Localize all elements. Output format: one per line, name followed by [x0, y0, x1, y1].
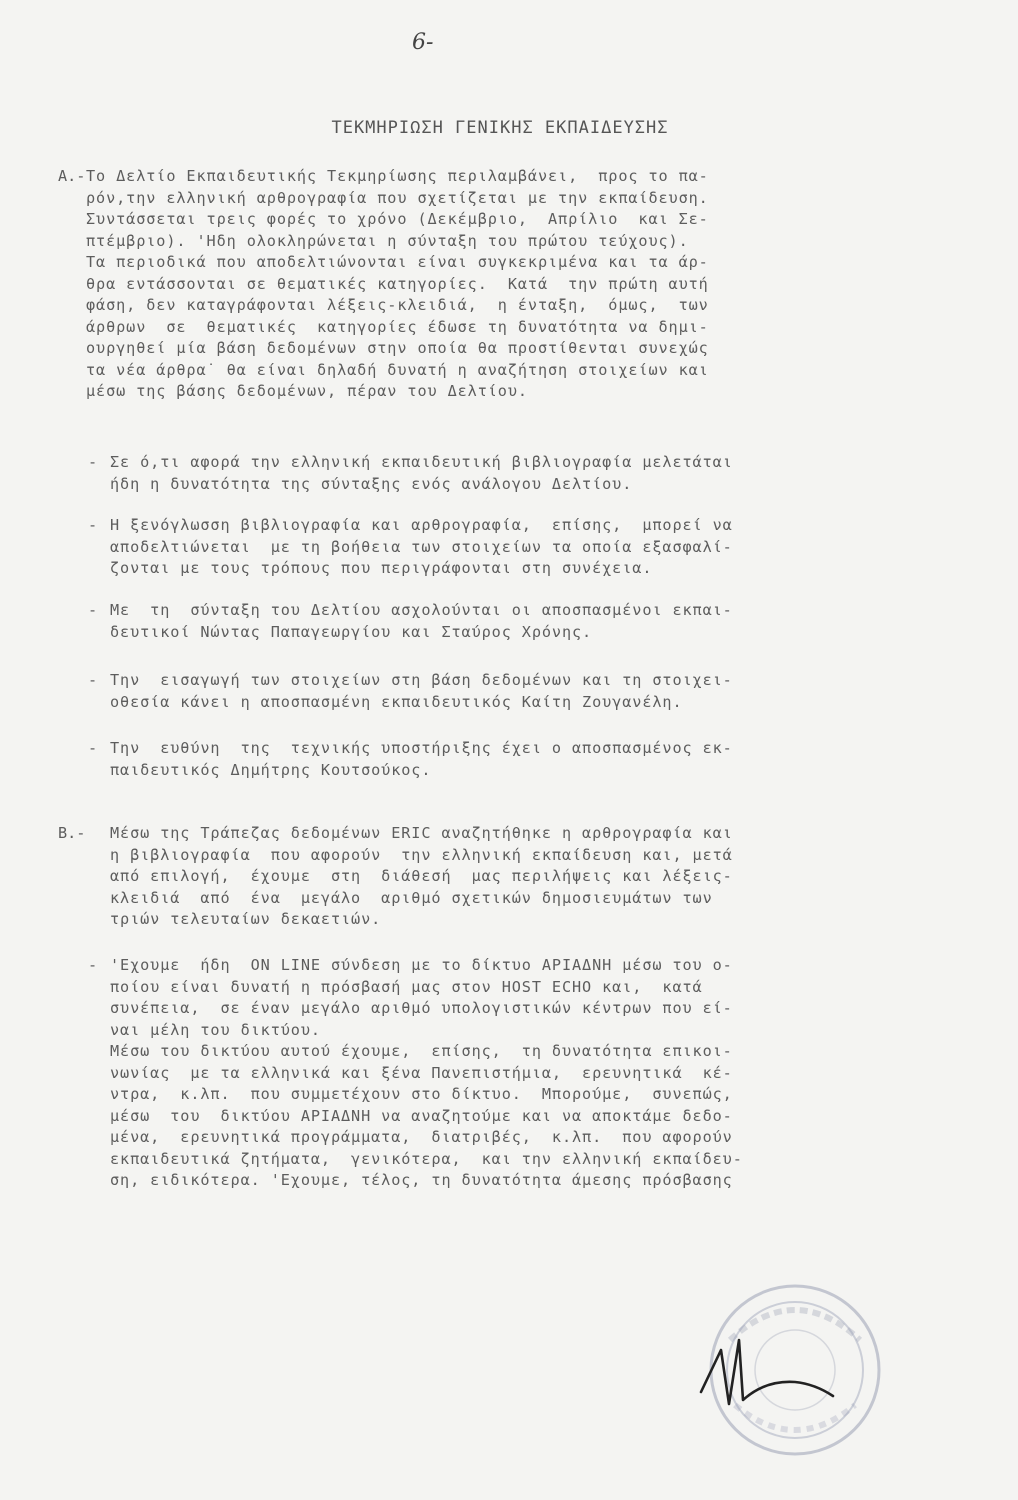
text-line: φάση, δεν καταγράφονται λέξεις-κλειδιά, η ένταξη, όμως, των	[86, 296, 709, 314]
text-line: Η ξενόγλωσση βιβλιογραφία και αρθρογραφία, επίσης, μπορεί να	[110, 516, 733, 534]
text-line: Μέσω της Τράπεζας δεδομένων ERIC αναζητήθηκε η αρθρογραφία και	[110, 824, 733, 842]
text-line: ντρα, κ.λπ. που συμμετέχουν στο δίκτυο. Μπορούμε, συνεπώς,	[110, 1085, 733, 1103]
text-line: ρόν,την ελληνική αρθρογραφία που σχετίζεται με την εκπαίδευση.	[86, 188, 709, 207]
text-line: οθεσία κάνει η αποσπασμένη εκπαιδευτικός Καίτη Ζουγανέλη.	[110, 692, 683, 711]
text-line: ση, ειδικότερα. 'Εχουμε, τέλος, τη δυνατότητα άμεσης πρόσβασης	[110, 1171, 733, 1189]
text-line: ποίου είναι δυνατή η πρόσβασή μας στον HOST ECHO και, κατά	[110, 977, 703, 996]
text-line: Σε ό,τι αφορά την ελληνική εκπαιδευτική βιβλιογραφία μελετάται	[110, 453, 733, 471]
text-line: Μέσω του δικτύου αυτού έχουμε, επίσης, τη δυνατότητα επικοι-	[110, 1042, 733, 1060]
text-line: ήδη η δυνατότητα της σύνταξης ενός ανάλογου Δελτίου.	[110, 474, 633, 493]
text-line: η βιβλιογραφία που αφορούν την ελληνική εκπαίδευση και, μετά	[110, 845, 733, 864]
list-bullet: -	[88, 739, 98, 757]
text-line: Την εισαγωγή των στοιχείων στη βάση δεδομένων και τη στοιχει-	[110, 671, 733, 689]
text-line: τα νέα άρθρα˙ θα είναι δηλαδή δυνατή η αναζήτηση στοιχείων και	[86, 360, 709, 379]
text-line: παιδευτικός Δημήτρης Κουτσούκος.	[110, 760, 432, 779]
text-line: μέσω της βάσης δεδομένων, πέραν του Δελτίου.	[86, 382, 528, 400]
list-bullet: -	[88, 671, 98, 689]
text-line: κλειδιά από ένα μεγάλο αριθμό σχετικών δημοσιευμάτων των	[110, 888, 713, 907]
text-line: Με τη σύνταξη του Δελτίου ασχολούνται οι αποσπασμένοι εκπαι-	[110, 601, 733, 619]
text-line: ουργηθεί μία βάση δεδομένων στην οποία θα προστίθενται συνεχώς	[86, 339, 709, 357]
section-b-marker: Β.-	[58, 824, 86, 842]
text-line: νωνίας με τα ελληνικά και ξένα Πανεπιστήμια, ερευνητικά κέ-	[110, 1063, 733, 1082]
text-line: Τα περιοδικά που αποδελτιώνονται είναι συγκεκριμένα και τα άρ-	[86, 253, 709, 271]
list-bullet: -	[88, 601, 98, 619]
list-item	[110, 670, 926, 713]
page-number: 6-	[412, 30, 434, 55]
section-a-marker: Α.-	[58, 167, 86, 185]
text-line: από επιλογή, έχουμε στη διάθεσή μας περιλήψεις και λέξεις-	[110, 867, 733, 885]
text-line: δευτικοί Νώντας Παπαγεωργίου και Σταύρος Χρόνης.	[110, 622, 593, 641]
text-line: τριών τελευταίων δεκαετιών.	[110, 910, 382, 928]
text-line: ζονται με τους τρόπους που περιγράφονται στη συνέχεια.	[110, 559, 653, 577]
list-item	[110, 515, 926, 580]
list-bullet: -	[88, 956, 98, 974]
section-b-paragraph	[110, 823, 926, 931]
text-line: εκπαιδευτικά ζητήματα, γενικότερα, και την ελληνική εκπαίδευ-	[110, 1149, 743, 1168]
list-bullet: -	[88, 453, 98, 471]
section-a-paragraph	[86, 166, 926, 403]
list-item	[110, 955, 926, 1192]
list-item	[110, 452, 926, 495]
text-line: άρθρων σε θεματικές κατηγορίες έδωσε τη δυνατότητα να δημι-	[86, 317, 709, 336]
signature-icon	[695, 1330, 845, 1420]
text-line: πτέμβριο). 'Ηδη ολοκληρώνεται η σύνταξη του πρώτου τεύχους).	[86, 231, 689, 250]
list-item	[110, 600, 926, 643]
list-item	[110, 738, 926, 781]
list-bullet: -	[88, 516, 98, 534]
text-line: μένα, ερευνητικά προγράμματα, διατριβές, κ.λπ. που αφορούν	[110, 1128, 733, 1146]
page-title: ΤΕΚΜΗΡΙΩΣΗ ΓΕΝΙΚΗΣ ΕΚΠΑΙΔΕΥΣΗΣ	[331, 118, 669, 138]
text-line: συνέπεια, σε έναν μεγάλο αριθμό υπολογιστικών κέντρων που εί-	[110, 999, 733, 1017]
text-line: θρα εντάσσονται σε θεματικές κατηγορίες. Κατά την πρώτη αυτή	[86, 274, 709, 293]
text-line: ναι μέλη του δικτύου.	[110, 1020, 321, 1039]
text-line: μέσω του δικτύου ΑΡΙΑΔΝΗ να αναζητούμε και να αποκτάμε δεδο-	[110, 1106, 733, 1125]
text-line: Την ευθύνη της τεχνικής υποστήριξης έχει ο αποσπασμένος εκ-	[110, 739, 733, 757]
text-line: Συντάσσεται τρεις φορές το χρόνο (Δεκέμβριο, Απρίλιο και Σε-	[86, 210, 709, 228]
text-line: Το Δελτίο Εκπαιδευτικής Τεκμηρίωσης περιλαμβάνει, προς το πα-	[86, 167, 709, 185]
text-line: αποδελτιώνεται με τη βοήθεια των στοιχείων τα οποία εξασφαλί-	[110, 537, 733, 556]
text-line: 'Εχουμε ήδη ON LINE σύνδεση με το δίκτυο ΑΡΙΑΔΝΗ μέσω του ο-	[110, 956, 733, 974]
